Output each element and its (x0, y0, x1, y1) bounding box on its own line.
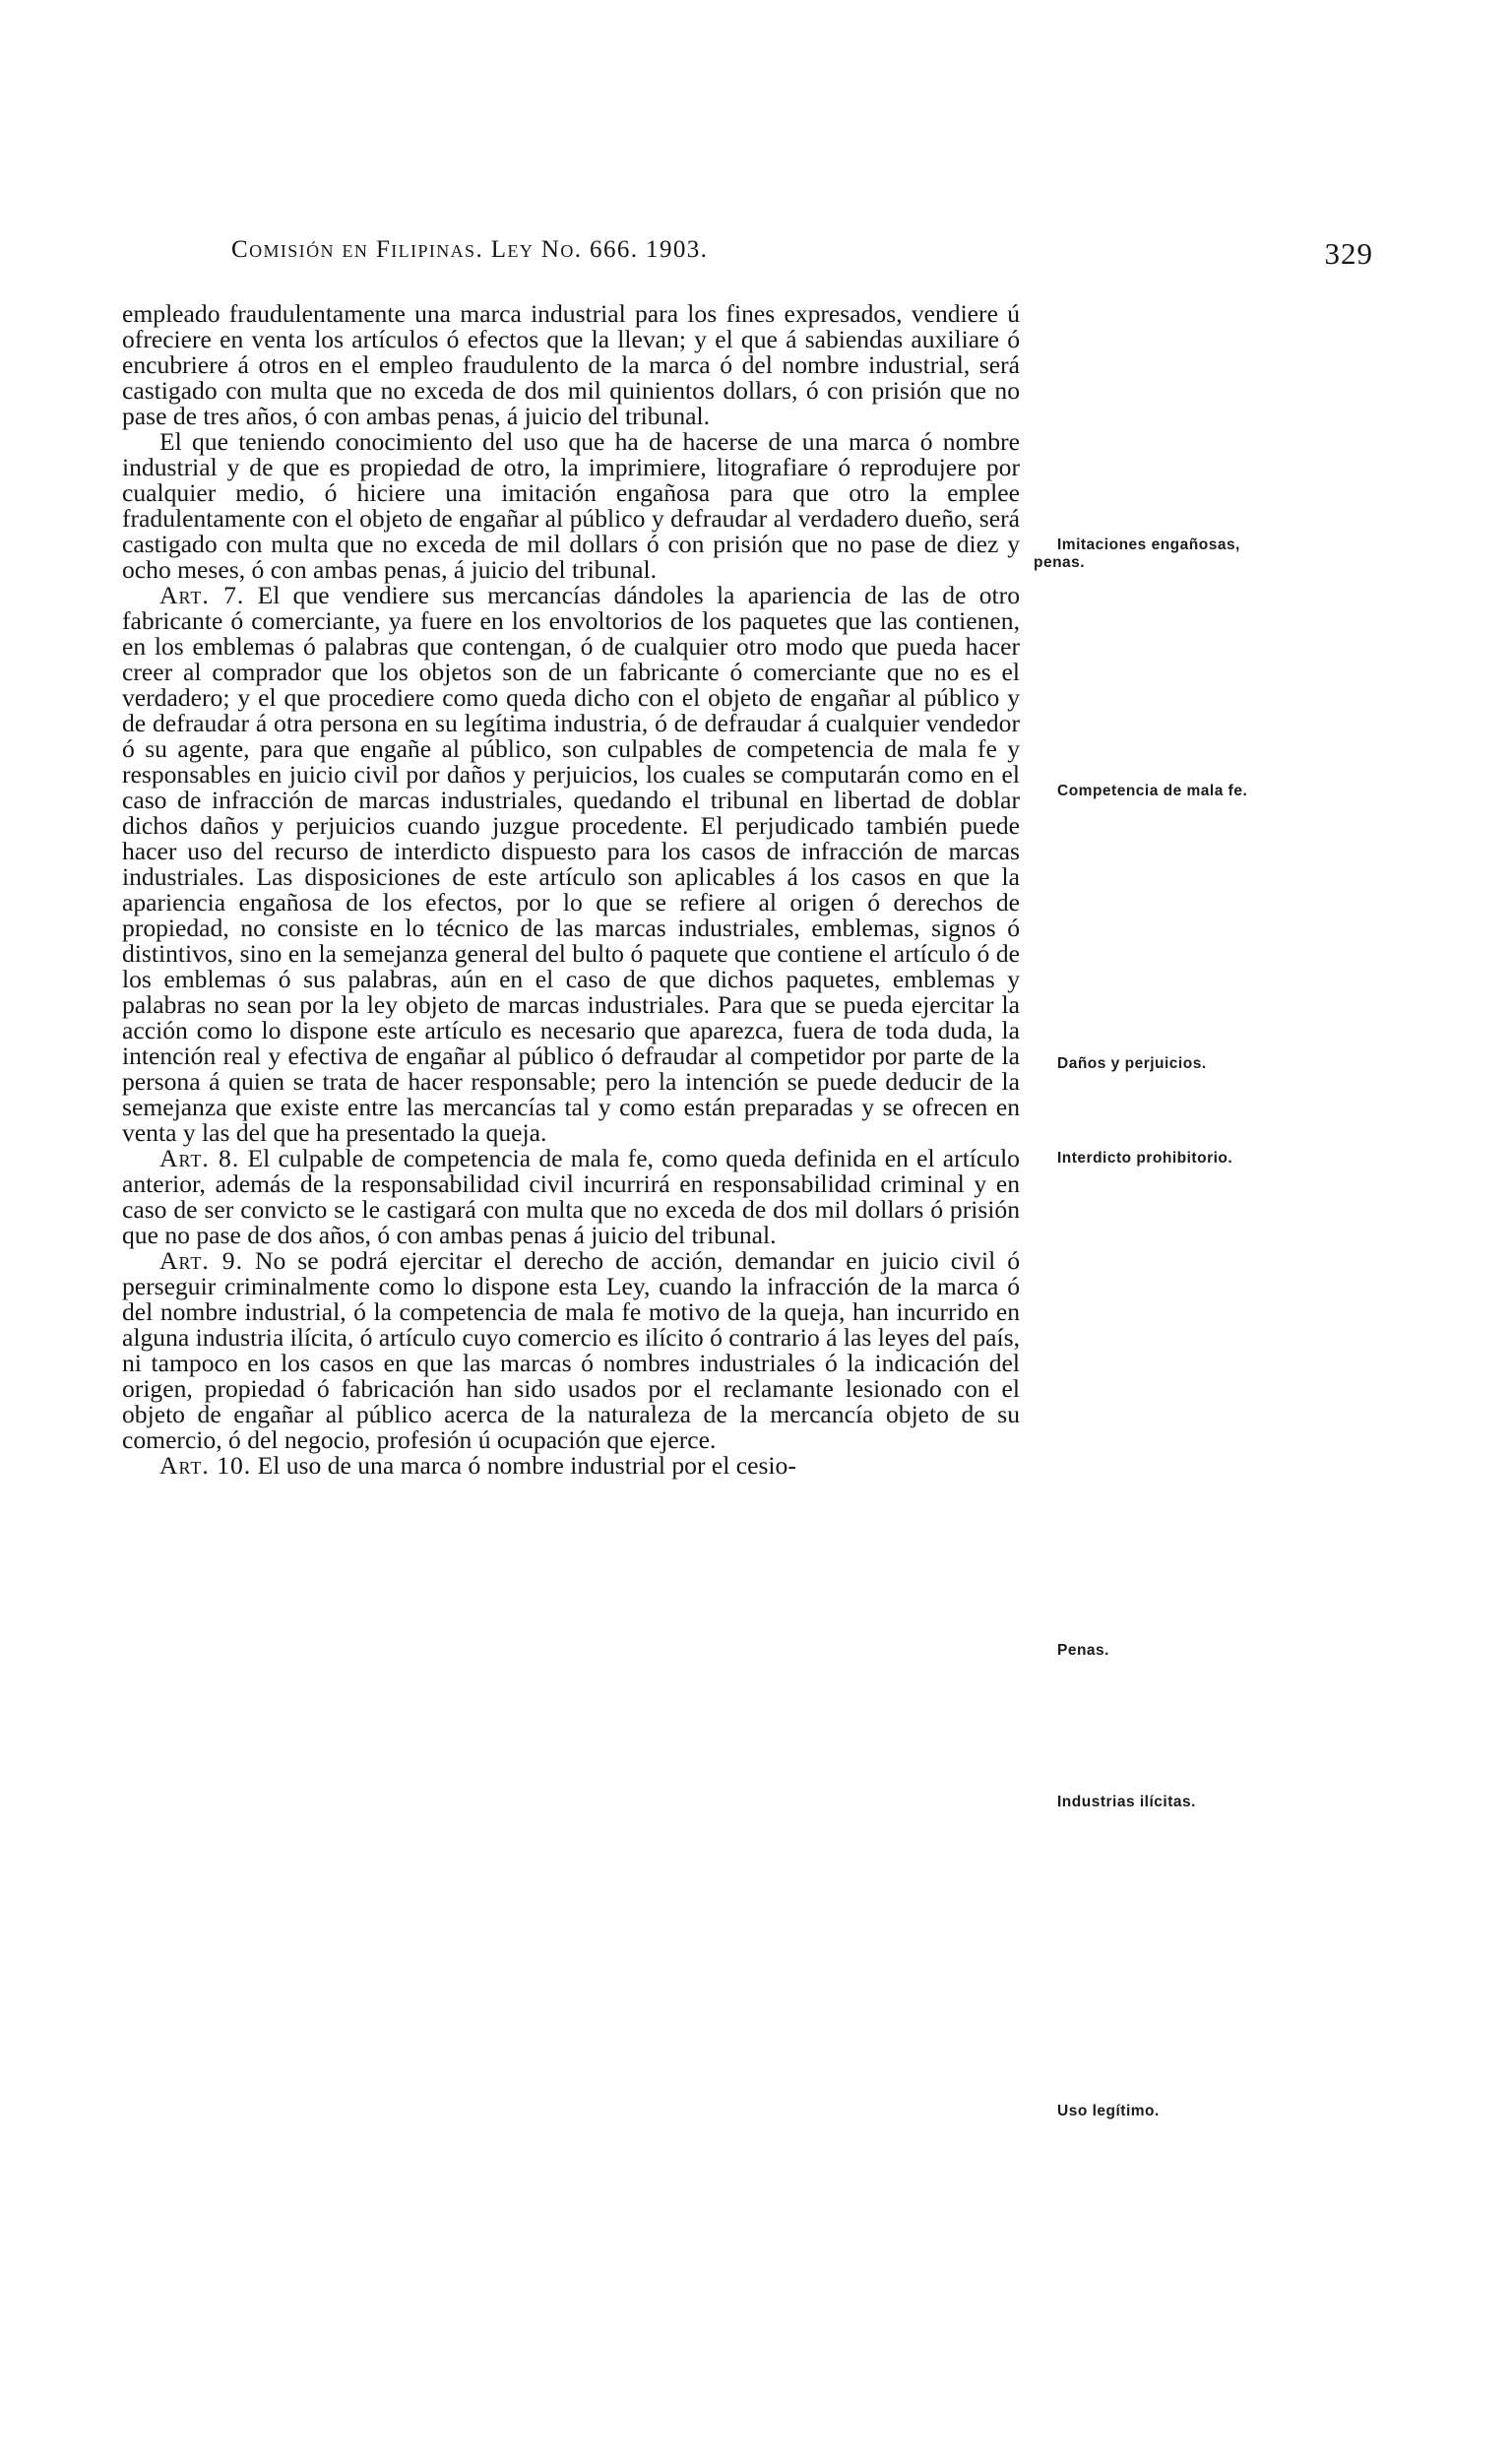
sidenote-interdicto: Interdicto prohibitorio. (1057, 1150, 1233, 1167)
article-7-label: Art. 7. (159, 581, 245, 609)
paragraph-imitaciones: El que teniendo conocimiento del uso que ha de hacerse de una marca ó nombre industrial y de que es propiedad de otro, la imprimiere, litografiare ó reprodujere por cualquier medio, ó hiciere una imitación engañosa para que otro la emplee fradulentamente con el objeto de engañar al público y defraudar al verdadero dueño, será castigado con multa que no exceda de mil dollars ó con prisión que no pase de diez y ocho meses, ó con ambas penas, á juicio del tribunal. (122, 427, 1020, 584)
article-8-text: El culpable de competencia de mala fe, como queda definida en el artículo anterior, además de la responsabilidad civil incurrirá en responsabilidad criminal y en caso de ser convicto se le castigará con multa que no exceda de dos mil dollars ó prisión que no pase de dos años, ó con ambas penas á juicio del tribunal. (122, 1144, 1020, 1249)
article-10-label: Art. 10. (159, 1451, 252, 1480)
article-9-text: No se podrá ejercitar el derecho de acción, demandar en juicio civil ó perseguir criminalmente como lo dispone esta Ley, cuando la infracción de la marca ó del nombre industrial, ó la competencia de mala fe motivo de la queja, han incurrido en alguna industria ilícita, ó artículo cuyo comercio es ilícito ó contrario á las leyes del país, ni tampoco en los casos en que las marcas ó nombres industriales ó la indicación del origen, propiedad ó fabricación han sido usados por el reclamante lesionado con el objeto de engañar al público acerca de la naturaleza de la mercancía objeto de su comercio, ó del negocio, profesión ú ocupación que ejerce. (122, 1246, 1020, 1454)
sidenote-uso: Uso legítimo. (1057, 2103, 1160, 2119)
sidenote-danos: Daños y perjuicios. (1057, 1055, 1207, 1072)
sidenote-imitaciones: Imitaciones engañosas, penas. (1034, 537, 1240, 571)
body-text (122, 301, 1020, 1479)
page-number: 329 (1324, 236, 1373, 271)
article-10 (122, 1453, 1020, 1479)
article-7 (122, 583, 1020, 1146)
article-7-text: El que vendiere sus mercancías dándoles la apariencia de las de otro fabricante ó comerciante, ya fuere en los envoltorios de los paquetes que las contienen, en los emblemas ó palabras que contengan, ó de cualquier otro modo que pueda hacer creer al comprador que los objetos son de un fabricante ó comerciante que no es el verdadero; y el que procediere como queda dicho con el objeto de engañar al público y de defraudar á otra persona en su legítima industria, ó de defraudar á cualquier vendedor ó su agente, para que engañe al público, son culpables de competencia de mala fe y responsables en juicio civil por daños y perjuicios, los cuales se computarán como en el caso de infracción de marcas industriales, quedando el tribunal en libertad de doblar dichos daños y perjuicios cuando juzgue procedente. El perjudicado también puede hacer uso del recurso de interdicto dispuesto para los casos de infracción de marcas industriales. Las disposiciones de este artículo son aplicables á los casos en que la apariencia engañosa de los efectos, por lo que se refiere al origen ó derechos de propiedad, no consiste en lo técnico de las marcas industriales, emblemas, signos ó distintivos, sino en la semejanza general del bulto ó paquete que contiene el artículo ó de los emblemas ó sus palabras, aún en el caso de que dichos paquetes, emblemas y palabras no sean por la ley objeto de marcas industriales. Para que se pueda ejercitar la acción como lo dispone este artículo es necesario que aparezca, fuera de toda duda, la intención real y efectiva de engañar al público ó defraudar al competidor por parte de la persona á quien se trata de hacer responsable; pero la intención se puede deducir de la semejanza que existe entre las mercancías tal y como están preparadas y se ofrecen en venta y las del que ha presentado la queja. (122, 581, 1020, 1147)
article-9 (122, 1248, 1020, 1453)
running-head: Comisión en Filipinas. Ley No. 666. 1903. (231, 236, 709, 263)
paragraph-continuation: empleado fraudulentamente una marca industrial para los fines expresados, vendiere ú ofreciere en venta los artículos ó efectos que la llevan; y el que á sabiendas auxiliare ó encubriere á otros en el empleo fraudulento de la marca ó del nombre industrial, será castigado con multa que no exceda de dos mil quinientos dollars, ó con prisión que no pase de tres años, ó con ambas penas, á juicio del tribunal. (122, 299, 1020, 430)
sidenote-penas: Penas. (1057, 1642, 1109, 1659)
page-header (231, 236, 1373, 276)
article-8-label: Art. 8. (159, 1144, 240, 1172)
article-9-label: Art. 9. (159, 1246, 243, 1275)
article-8 (122, 1146, 1020, 1248)
sidenote-industrias: Industrias ilícitas. (1057, 1794, 1196, 1810)
article-10-text: El uso de una marca ó nombre industrial por el cesio- (257, 1451, 796, 1480)
sidenote-competencia: Competencia de mala fe. (1057, 783, 1248, 799)
